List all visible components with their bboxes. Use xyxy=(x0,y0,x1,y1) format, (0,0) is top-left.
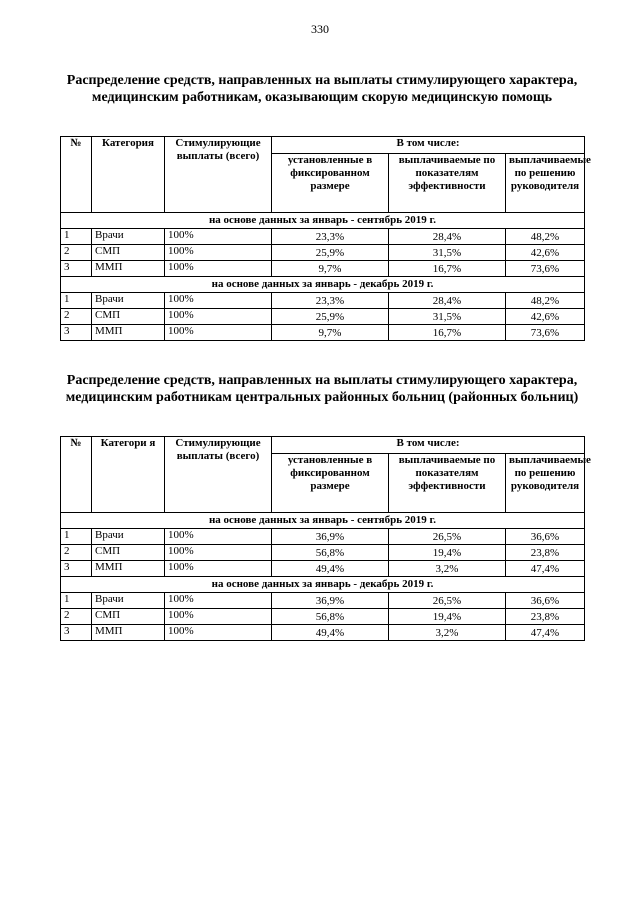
cell-num: 3 xyxy=(61,325,92,341)
cell-category: ММП xyxy=(92,625,165,641)
cell-manager: 73,6% xyxy=(506,325,585,341)
cell-stimulus: 100% xyxy=(165,293,272,309)
cell-performance: 26,5% xyxy=(389,593,506,609)
cell-stimulus: 100% xyxy=(165,545,272,561)
cell-performance: 31,5% xyxy=(389,309,506,325)
table-row xyxy=(61,245,585,261)
header-performance: выплачиваемые по показателям эффективности xyxy=(389,154,506,213)
cell-stimulus: 100% xyxy=(165,245,272,261)
cell-category: СМП xyxy=(92,309,165,325)
period-label: на основе данных за январь - сентябрь 2019 г. xyxy=(61,513,585,529)
header-manager: выплачиваемые по решению руководителя xyxy=(506,454,585,513)
header-manager: выплачиваемые по решению руководителя xyxy=(506,154,585,213)
cell-num: 2 xyxy=(61,309,92,325)
cell-stimulus: 100% xyxy=(165,309,272,325)
period-row xyxy=(61,577,585,593)
header-including: В том числе: xyxy=(272,437,585,454)
table-row xyxy=(61,229,585,245)
cell-num: 1 xyxy=(61,529,92,545)
cell-category: СМП xyxy=(92,609,165,625)
cell-manager: 23,8% xyxy=(506,545,585,561)
cell-manager: 73,6% xyxy=(506,261,585,277)
cell-performance: 3,2% xyxy=(389,561,506,577)
cell-stimulus: 100% xyxy=(165,609,272,625)
cell-manager: 48,2% xyxy=(506,229,585,245)
table-row xyxy=(61,309,585,325)
period-row xyxy=(61,213,585,229)
table-row xyxy=(61,561,585,577)
cell-category: Врачи xyxy=(92,593,165,609)
cell-category: Врачи xyxy=(92,529,165,545)
header-category: Категория xyxy=(92,137,165,213)
cell-num: 1 xyxy=(61,293,92,309)
cell-fixed: 49,4% xyxy=(272,561,389,577)
cell-stimulus: 100% xyxy=(165,529,272,545)
cell-num: 2 xyxy=(61,609,92,625)
cell-manager: 23,8% xyxy=(506,609,585,625)
cell-fixed: 25,9% xyxy=(272,245,389,261)
header-performance: выплачиваемые по показателям эффективности xyxy=(389,454,506,513)
cell-manager: 36,6% xyxy=(506,593,585,609)
cell-manager: 42,6% xyxy=(506,309,585,325)
cell-fixed: 36,9% xyxy=(272,529,389,545)
cell-fixed: 49,4% xyxy=(272,625,389,641)
cell-stimulus: 100% xyxy=(165,261,272,277)
cell-num: 1 xyxy=(61,593,92,609)
distribution-table-ambulance xyxy=(60,136,591,341)
cell-num: 2 xyxy=(61,245,92,261)
cell-num: 3 xyxy=(61,561,92,577)
cell-manager: 47,4% xyxy=(506,561,585,577)
cell-stimulus: 100% xyxy=(165,625,272,641)
cell-stimulus: 100% xyxy=(165,561,272,577)
header-num: № xyxy=(61,137,92,213)
header-num: № xyxy=(61,437,92,513)
cell-category: ММП xyxy=(92,561,165,577)
header-including: В том числе: xyxy=(272,137,585,154)
cell-fixed: 36,9% xyxy=(272,593,389,609)
cell-fixed: 56,8% xyxy=(272,545,389,561)
table-row xyxy=(61,261,585,277)
table-row xyxy=(61,325,585,341)
period-row xyxy=(61,277,585,293)
table-row xyxy=(61,529,585,545)
header-fixed: установленные в фиксированном размере xyxy=(272,154,389,213)
cell-manager: 48,2% xyxy=(506,293,585,309)
cell-performance: 28,4% xyxy=(389,229,506,245)
table-row xyxy=(61,609,585,625)
cell-num: 3 xyxy=(61,261,92,277)
cell-stimulus: 100% xyxy=(165,593,272,609)
cell-category: Врачи xyxy=(92,229,165,245)
cell-performance: 28,4% xyxy=(389,293,506,309)
cell-fixed: 23,3% xyxy=(272,229,389,245)
cell-category: ММП xyxy=(92,325,165,341)
cell-performance: 3,2% xyxy=(389,625,506,641)
cell-category: СМП xyxy=(92,245,165,261)
cell-performance: 16,7% xyxy=(389,325,506,341)
cell-category: Врачи xyxy=(92,293,165,309)
cell-manager: 36,6% xyxy=(506,529,585,545)
cell-num: 1 xyxy=(61,229,92,245)
section-title-district-hospitals: Распределение средств, направленных на выплаты стимулирующего характера, медицинским работникам центральных районных больниц (районных больниц) xyxy=(65,373,579,405)
page-number: 330 xyxy=(311,22,329,36)
cell-stimulus: 100% xyxy=(165,325,272,341)
cell-fixed: 25,9% xyxy=(272,309,389,325)
cell-stimulus: 100% xyxy=(165,229,272,245)
cell-num: 3 xyxy=(61,625,92,641)
distribution-table-district-hospitals xyxy=(60,436,591,641)
period-label: на основе данных за январь - декабрь 2019 г. xyxy=(61,577,585,593)
cell-category: ММП xyxy=(92,261,165,277)
cell-performance: 19,4% xyxy=(389,609,506,625)
cell-num: 2 xyxy=(61,545,92,561)
header-category: Категори я xyxy=(92,437,165,513)
cell-fixed: 56,8% xyxy=(272,609,389,625)
cell-performance: 19,4% xyxy=(389,545,506,561)
cell-performance: 26,5% xyxy=(389,529,506,545)
cell-performance: 31,5% xyxy=(389,245,506,261)
table-row xyxy=(61,593,585,609)
period-row xyxy=(61,513,585,529)
cell-manager: 47,4% xyxy=(506,625,585,641)
period-label: на основе данных за январь - декабрь 2019 г. xyxy=(61,277,585,293)
cell-category: СМП xyxy=(92,545,165,561)
cell-performance: 16,7% xyxy=(389,261,506,277)
header-stimulus-total: Стимулирующие выплаты (всего) xyxy=(165,137,272,213)
period-label: на основе данных за январь - сентябрь 2019 г. xyxy=(61,213,585,229)
header-fixed: установленные в фиксированном размере xyxy=(272,454,389,513)
cell-fixed: 23,3% xyxy=(272,293,389,309)
cell-fixed: 9,7% xyxy=(272,325,389,341)
cell-fixed: 9,7% xyxy=(272,261,389,277)
table-row xyxy=(61,545,585,561)
cell-manager: 42,6% xyxy=(506,245,585,261)
table-row xyxy=(61,625,585,641)
header-stimulus-total: Стимулирующие выплаты (всего) xyxy=(165,437,272,513)
section-title-ambulance: Распределение средств, направленных на выплаты стимулирующего характера, медицинским работникам, оказывающим скорую медицинскую помощь xyxy=(66,73,578,105)
table-row xyxy=(61,293,585,309)
